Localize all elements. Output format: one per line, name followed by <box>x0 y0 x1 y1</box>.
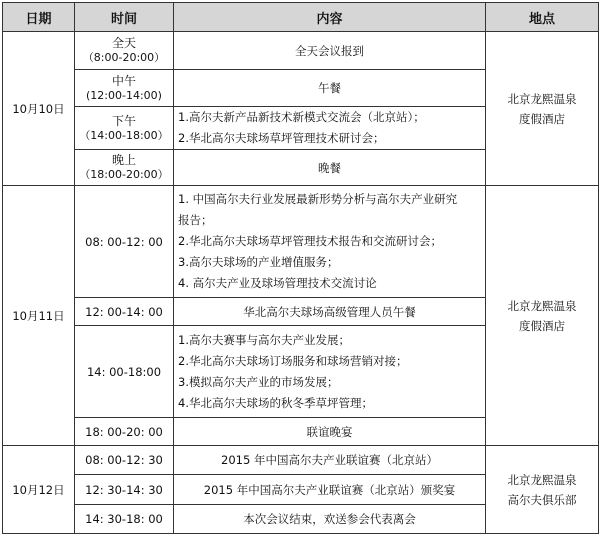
date-cell: 10月12日 <box>3 446 75 534</box>
time-label: 下午 <box>111 113 136 128</box>
content-cell: 全天会议报到 <box>174 32 486 70</box>
schedule-table <box>2 2 599 534</box>
list-item: 3.高尔夫球场的产业增值服务； <box>178 255 339 269</box>
date-cell: 10月11日 <box>3 186 75 446</box>
content-cell: 午餐 <box>174 70 486 107</box>
time-range: （18:00-20:00） <box>79 168 169 181</box>
header-content: 内容 <box>174 3 486 32</box>
time-cell: 14: 30-18: 00 <box>75 505 174 534</box>
list-item: 报告； <box>178 213 213 227</box>
table-row <box>3 446 599 475</box>
time-cell: 18: 00-20: 00 <box>75 418 174 446</box>
list-item: 1.高尔夫赛事与高尔夫产业发展； <box>178 332 350 347</box>
time-cell <box>75 107 174 150</box>
time-label: 中午 <box>111 73 136 88</box>
list-item: 4. 高尔夫产业及球场管理技术交流讨论 <box>178 276 377 290</box>
time-cell <box>75 32 174 70</box>
list-item: 2.华北高尔夫球场草坪管理技术报告和交流研讨会； <box>178 234 442 248</box>
content-cell <box>174 326 486 418</box>
time-cell <box>75 70 174 107</box>
content-cell: 2015 年中国高尔夫产业联谊赛（北京站） <box>174 446 486 475</box>
header-date: 日期 <box>3 3 75 32</box>
content-cell: 华北高尔夫球场高级管理人员午餐 <box>174 298 486 326</box>
table-row <box>3 186 599 298</box>
content-cell: 本次会议结束，欢送参会代表离会 <box>174 505 486 534</box>
location-line: 度假酒店 <box>519 318 565 333</box>
time-range: (12:00-14:00) <box>86 88 162 102</box>
time-cell: 12: 30-14: 30 <box>75 475 174 505</box>
time-range: （14:00-18:00） <box>79 128 169 142</box>
location-cell <box>486 32 599 186</box>
location-line: 北京龙熙温泉 <box>507 472 577 487</box>
content-cell: 晚餐 <box>174 150 486 186</box>
list-item: 1. 中国高尔夫行业发展最新形势分析与高尔夫产业研究 <box>178 192 458 206</box>
list-item: 2.华北高尔夫球场草坪管理技术研讨会； <box>178 131 385 145</box>
content-cell: 2015 年中国高尔夫产业联谊赛（北京站）颁奖宴 <box>174 475 486 505</box>
time-cell: 14: 00-18:00 <box>75 326 174 418</box>
time-cell: 08: 00-12: 00 <box>75 186 174 298</box>
content-cell: 联谊晚宴 <box>174 418 486 446</box>
time-range: （8:00-20:00） <box>82 51 166 64</box>
header-time: 时间 <box>75 3 174 32</box>
time-cell: 12: 00-14: 00 <box>75 298 174 326</box>
table-row <box>3 32 599 70</box>
location-cell <box>486 446 599 534</box>
list-item: 2.华北高尔夫球场订场服务和球场营销对接； <box>178 353 408 368</box>
time-label: 全天 <box>111 36 136 50</box>
list-item: 1.高尔夫新产品新技术新模式交流会（北京站）； <box>178 110 425 124</box>
location-line: 高尔夫俱乐部 <box>507 492 577 507</box>
location-line: 度假酒店 <box>519 111 565 126</box>
header-row <box>3 3 599 32</box>
location-line: 北京龙熙温泉 <box>507 91 577 106</box>
time-cell: 08: 00-12: 30 <box>75 446 174 475</box>
list-item: 4.华北高尔夫球场的秋冬季草坪管理； <box>178 395 373 410</box>
content-cell <box>174 107 486 150</box>
content-cell <box>174 186 486 298</box>
time-label: 晚上 <box>111 153 136 167</box>
header-location: 地点 <box>486 3 599 32</box>
time-cell <box>75 150 174 186</box>
location-cell <box>486 186 599 446</box>
list-item: 3.模拟高尔夫产业的市场发展； <box>178 374 339 389</box>
date-cell: 10月10日 <box>3 32 75 186</box>
location-line: 北京龙熙温泉 <box>507 298 577 313</box>
